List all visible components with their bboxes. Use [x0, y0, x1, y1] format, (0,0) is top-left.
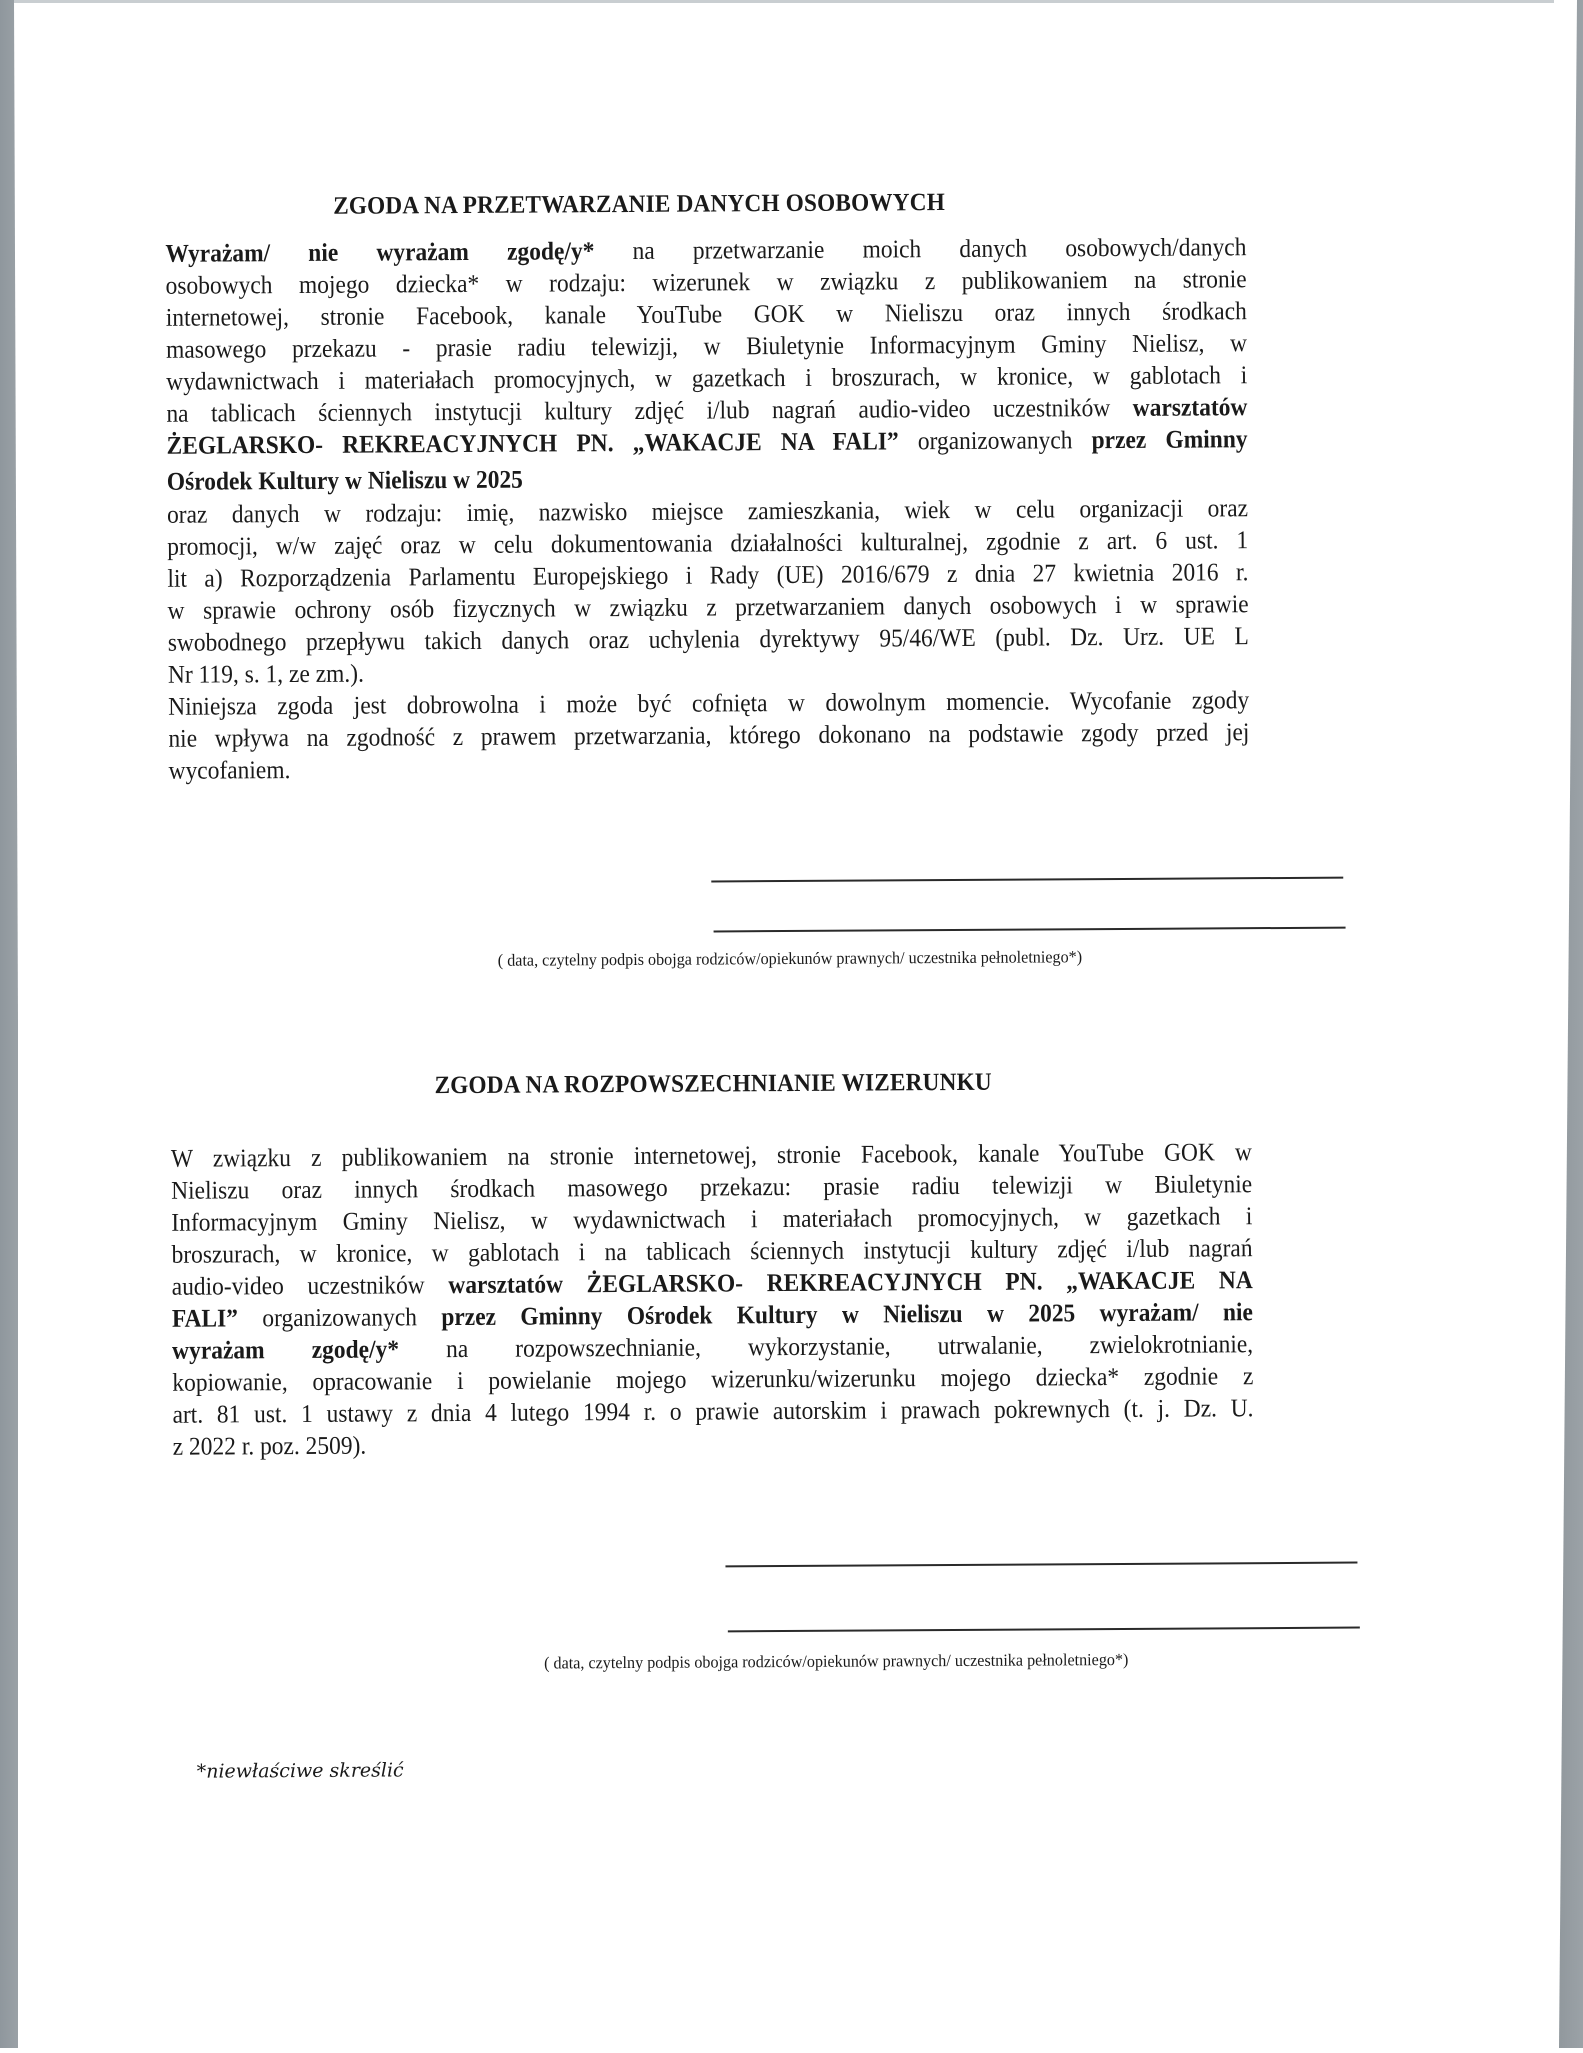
text-line [172, 1329, 1253, 1366]
text: art. 81 ust. 1 ustawy z dnia 4 lutego 1994 r. o prawie autorskim i prawach pokrewnych (t. j. Dz. U. [172, 1393, 1254, 1429]
bold-text: warsztatów [1132, 392, 1248, 422]
text: swobodnego przepływu takich danych oraz uchylenia dyrektywy 95/46/WE (publ. Dz. Urz. UE L [167, 621, 1249, 657]
text-line [167, 493, 1248, 530]
bold-text: Ośrodek Kultury w Nieliszu w 2025 [166, 464, 523, 496]
text: W związku z publikowaniem na stronie internetowej, stronie Facebook, kanale YouTube GOK w [170, 1137, 1253, 1173]
text-line [166, 264, 1247, 301]
section2-signature-line-2 [728, 1627, 1360, 1633]
text: na tablicach ściennych instytucji kultury zdjęć i/lub nagrań audio-video uczestników [166, 392, 1133, 428]
text: audio-video uczestników [171, 1270, 449, 1301]
text: organizowanych [237, 1302, 442, 1333]
text: broszurach, w kronice, w gablotach i na tablicach ściennych instytucji kultury zdjęć i/lub nagrań [171, 1233, 1253, 1269]
footnote: *niewłaściwe skreślić [196, 1759, 404, 1783]
text-line [166, 360, 1247, 397]
text-line [172, 1297, 1253, 1334]
text: lit a) Rozporządzenia Parlamentu Europejskiego i Rady (UE) 2016/679 z dnia 27 kwietnia 2016 r. [167, 557, 1249, 593]
text-line [171, 1201, 1252, 1238]
text-line [168, 621, 1249, 658]
text-line [166, 296, 1247, 333]
bold-text: warsztatów ŻEGLARSKO- REKREACYJNYCH PN. „WAKACJE NA [448, 1265, 1253, 1300]
bold-text: przez Gminny Ośrodek Kultury w Nieliszu w 2025 wyrażam/ nie [441, 1297, 1254, 1332]
text-line [165, 232, 1246, 269]
text: masowego przekazu - prasie radiu telewizji, w Biuletynie Informacyjnym Gminy Nielisz, w [165, 328, 1248, 364]
text-line [168, 685, 1249, 722]
text-line [166, 392, 1247, 429]
bold-text: ŻEGLARSKO- REKREACYJNYCH PN. „WAKACJE NA FALI” [166, 426, 899, 460]
text: oraz danych w rodzaju: imię, nazwisko miejsce zamieszkania, wiek w celu organizacji oraz [166, 493, 1249, 529]
text-line [172, 1265, 1253, 1302]
text-line [172, 1361, 1253, 1398]
section2-title: ZGODA NA ROZPOWSZECHNIANIE WIZERUNKU [434, 1068, 992, 1100]
text-line [172, 1393, 1253, 1430]
text: Nr 119, s. 1, ze zm.). [167, 658, 364, 689]
text-line [166, 328, 1247, 365]
text-line [167, 557, 1248, 594]
text-line [173, 1425, 1254, 1462]
text-line [171, 1169, 1252, 1206]
section1-signature-line-2 [714, 927, 1346, 933]
text: Nieliszu oraz innych środkach masowego przekazu: prasie radiu telewizji w Biuletynie [171, 1169, 1253, 1205]
text-line [168, 749, 1249, 786]
text-line [167, 424, 1248, 461]
text-line [168, 653, 1249, 690]
text: wycofaniem. [168, 755, 291, 785]
text: promocji, w/w zajęć oraz w celu dokumentowania działalności kulturalnej, zgodnie z art. 6 ust. 1 [167, 525, 1249, 561]
bold-text: wyrażam zgodę/y* [172, 1334, 400, 1365]
bold-text: przez Gminny [1091, 424, 1248, 455]
text-line [168, 589, 1249, 626]
text: osobowych mojego dziecka* w rodzaju: wizerunek w związku z publikowaniem na stronie [165, 264, 1247, 300]
text-line [167, 525, 1248, 562]
text: internetowej, stronie Facebook, kanale YouTube GOK w Nieliszu oraz innych środkach [165, 296, 1247, 332]
section1-signature-caption: ( data, czytelny podpis obojga rodziców/opiekunów prawnych/ uczestnika pełnoletniego*) [497, 947, 1083, 970]
text-line [167, 460, 1248, 497]
text: Informacyjnym Gminy Nielisz, w wydawnictwach i materiałach promocyjnych, w gazetkach i [171, 1201, 1253, 1237]
text: wydawnictwach i materiałach promocyjnych, w gazetkach i broszurach, w kronice, w gablotach i [166, 360, 1248, 396]
section2-signature-line-1 [725, 1562, 1357, 1568]
section1-signature-line-1 [711, 877, 1343, 883]
text: na rozpowszechnianie, wykorzystanie, utrwalanie, zwielokrotnianie, [398, 1329, 1254, 1364]
text: na przetwarzanie moich danych osobowych/danych [594, 232, 1247, 266]
text: z 2022 r. poz. 2509). [172, 1430, 367, 1461]
bold-text: FALI” [171, 1303, 239, 1333]
bold-text: Wyrażam/ nie wyrażam zgodę/y* [165, 236, 595, 268]
text: kopiowanie, opracowanie i powielanie mojego wizerunku/wizerunku mojego dziecka* zgodnie z [172, 1361, 1254, 1397]
text-line [171, 1233, 1252, 1270]
text: Niniejsza zgoda jest dobrowolna i może być cofnięta w dowolnym momencie. Wycofanie zgody [168, 685, 1250, 721]
text: w sprawie ochrony osób fizycznych w związku z przetwarzaniem danych osobowych i w sprawie [167, 589, 1249, 625]
text-line [168, 717, 1249, 754]
section1-title: ZGODA NA PRZETWARZANIE DANYCH OSOBOWYCH [333, 189, 946, 220]
section2-signature-caption: ( data, czytelny podpis obojga rodziców/opiekunów prawnych/ uczestnika pełnoletniego*) [543, 1649, 1129, 1673]
text: organizowanych [898, 425, 1092, 456]
text: nie wpływa na zgodność z prawem przetwarzania, którego dokonano na podstawie zgody przed jej [168, 717, 1250, 753]
text-line [171, 1137, 1252, 1174]
